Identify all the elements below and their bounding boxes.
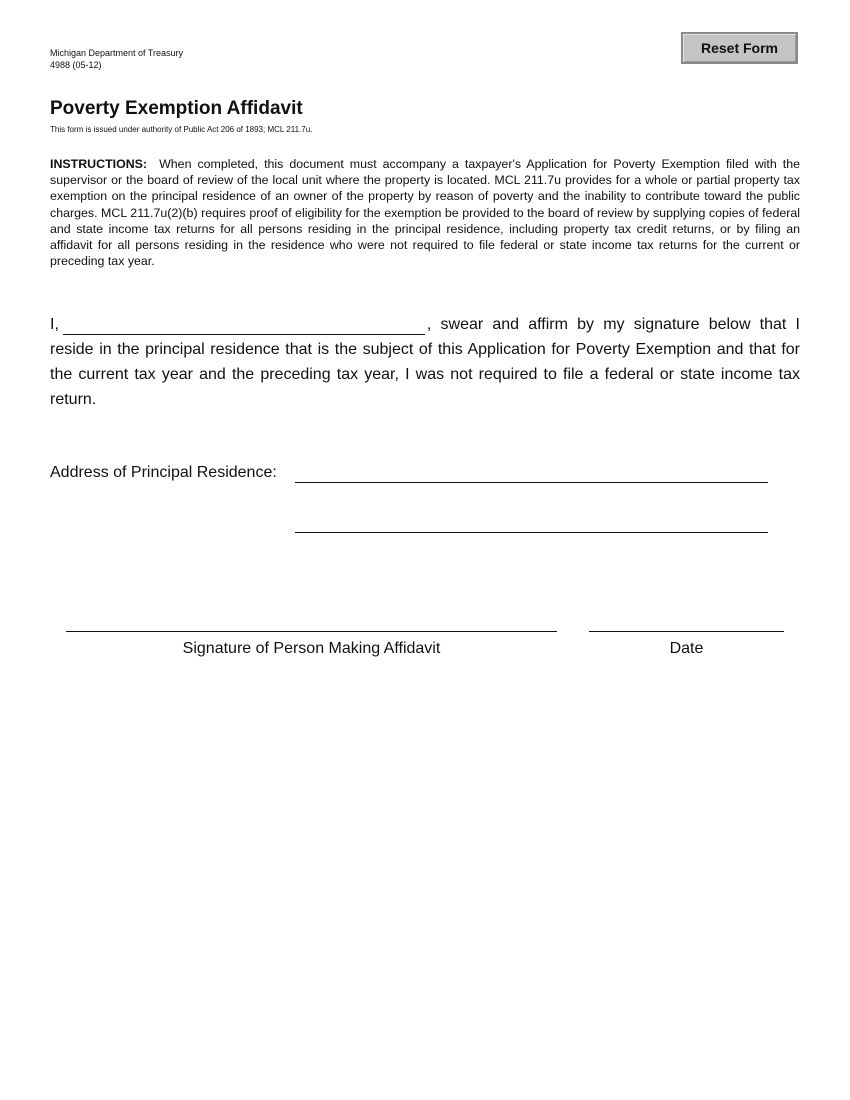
instructions-text: When completed, this document must accompany a taxpayer's Application for Poverty Exemption filed with the supervisor or the board of review of the local unit where the property is located. MCL 211.7u provides for a whole or partial property tax exemption on the principal residence of an owner of the property by reason of poverty and the inability to contribute toward the public charges. MCL 211.7u(2)(b) requires proof of eligibility for the exemption be provided to the board of review by supplying copies of federal and state income tax returns for all persons residing in the principal residence, including property tax credit returns, or by filing an affidavit for all persons residing in the residence who were not required to file federal or state income tax returns for the current or preceding tax year. bbox=[50, 157, 800, 269]
form-number: 4988 (05-12) bbox=[50, 60, 102, 70]
instructions-paragraph bbox=[50, 156, 800, 269]
reset-form-button[interactable]: Reset Form bbox=[681, 32, 798, 64]
address-line-2-field[interactable] bbox=[295, 512, 768, 533]
affirmation-paragraph bbox=[50, 312, 800, 412]
affirmation-text: , swear and affirm by my signature below that I reside in the principal residence that is the subject of this Application for Poverty Exemption and that for the current tax year and the preceding tax year, I was not required to file a federal or state income tax return. bbox=[50, 316, 800, 408]
name-field[interactable] bbox=[63, 316, 425, 335]
authority-note: This form is issued under authority of Public Act 206 of 1893; MCL 211.7u. bbox=[50, 125, 313, 134]
signature-label: Signature of Person Making Affidavit bbox=[182, 640, 441, 657]
address-line-1-field[interactable] bbox=[295, 462, 768, 483]
agency-name: Michigan Department of Treasury bbox=[50, 48, 184, 58]
form-header bbox=[50, 47, 183, 71]
instructions-label: INSTRUCTIONS: bbox=[50, 157, 148, 171]
date-label: Date bbox=[669, 640, 704, 657]
page-title: Poverty Exemption Affidavit bbox=[50, 98, 303, 119]
date-field[interactable] bbox=[589, 611, 784, 632]
affirmation-prefix: I, bbox=[50, 316, 59, 333]
address-label: Address of Principal Residence: bbox=[50, 464, 277, 481]
signature-field[interactable] bbox=[66, 611, 557, 632]
